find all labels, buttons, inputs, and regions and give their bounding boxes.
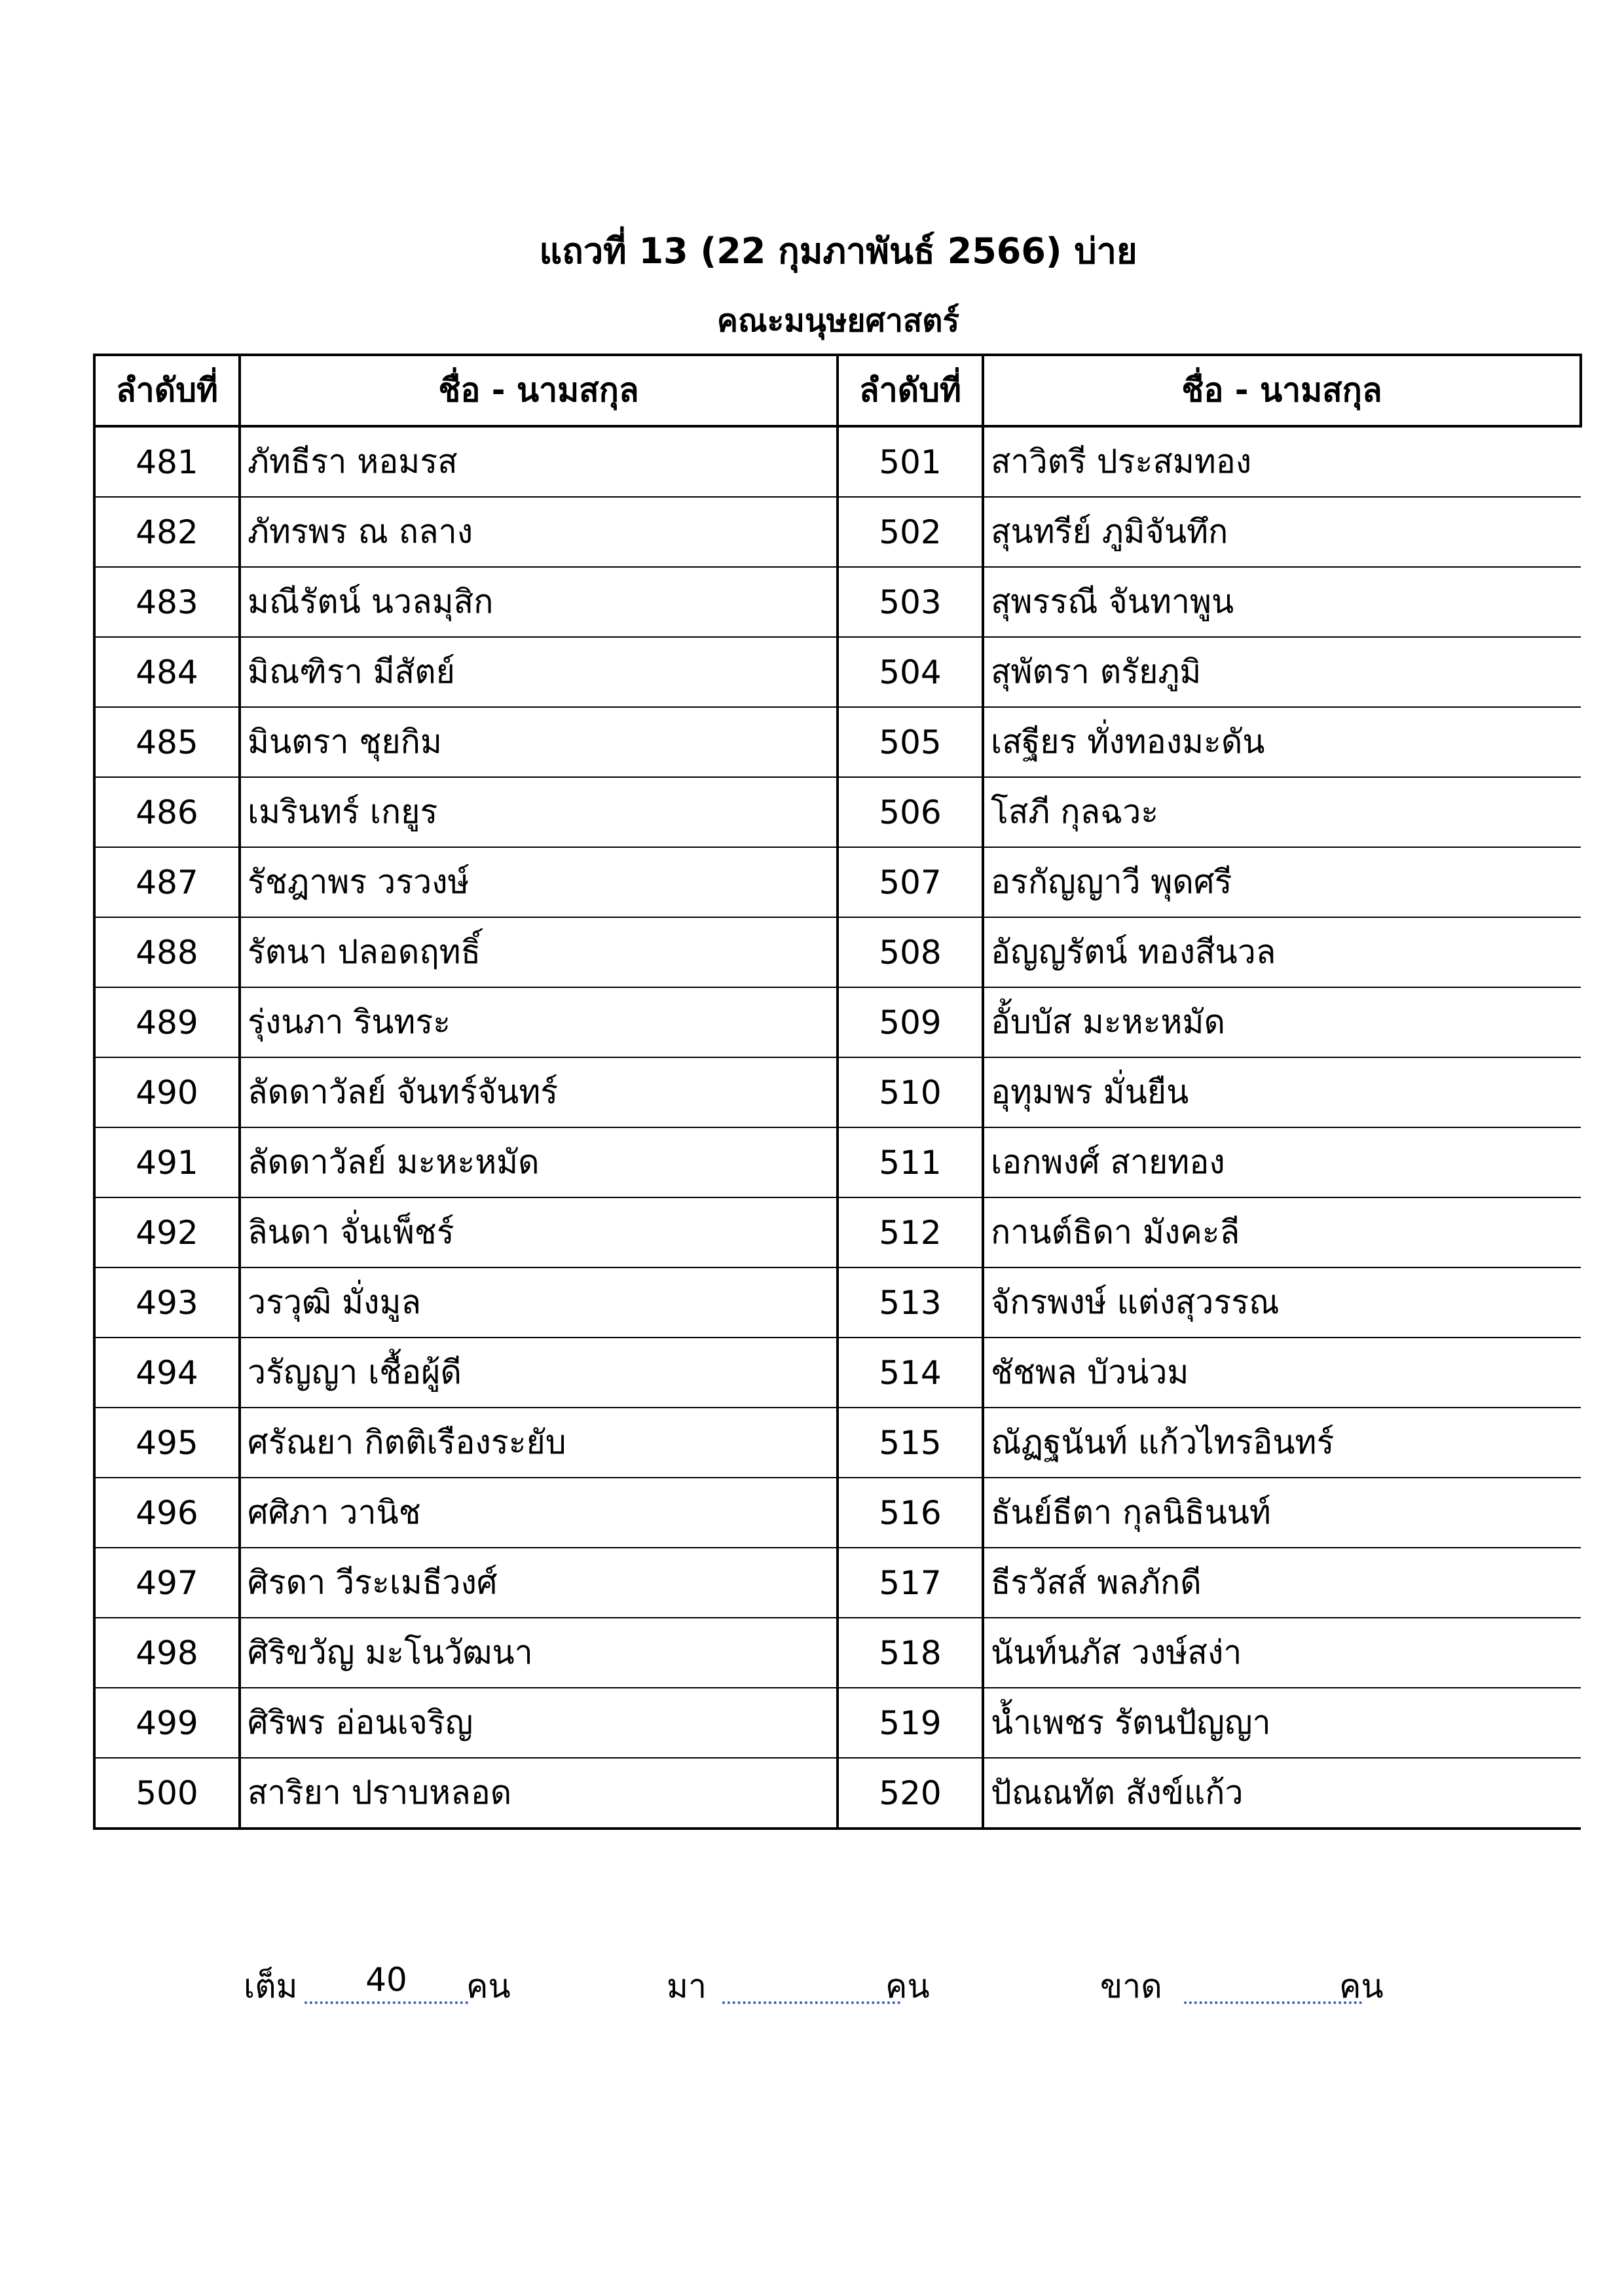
row-number-left: 496	[94, 1478, 240, 1548]
roster-table	[93, 354, 1582, 1830]
full-count: 40	[365, 1961, 407, 1999]
row-number-left: 482	[94, 497, 240, 567]
present-unit: คน	[885, 1967, 930, 2005]
row-name-left: รุ่งนภา รินทระ	[240, 987, 838, 1057]
row-number-right: 509	[838, 987, 983, 1057]
row-name-right: สุพรรณี จันทาพูน	[983, 567, 1581, 637]
header-number-right: ลำดับที่	[838, 355, 983, 426]
row-number-left: 490	[94, 1057, 240, 1127]
table-row	[94, 847, 1581, 917]
table-row	[94, 987, 1581, 1057]
row-number-right: 518	[838, 1618, 983, 1688]
row-number-left: 491	[94, 1127, 240, 1197]
row-name-right: ชัชพล บัวน่วม	[983, 1338, 1581, 1408]
row-number-left: 489	[94, 987, 240, 1057]
table-row	[94, 1338, 1581, 1408]
row-name-right: เอกพงศ์ สายทอง	[983, 1127, 1581, 1197]
row-name-left: วรวุฒิ มั่งมูล	[240, 1267, 838, 1338]
table-header-row	[94, 355, 1581, 426]
row-name-right: สาวิตรี ประสมทอง	[983, 426, 1581, 497]
row-number-right: 512	[838, 1197, 983, 1267]
row-number-left: 498	[94, 1618, 240, 1688]
row-name-left: ลัดดาวัลย์ จันทร์จันทร์	[240, 1057, 838, 1127]
table-row	[94, 567, 1581, 637]
row-name-right: อั้บบัส มะหะหมัด	[983, 987, 1581, 1057]
row-name-right: กานต์ธิดา มังคะลี	[983, 1197, 1581, 1267]
table-row	[94, 426, 1581, 497]
roster-body	[94, 426, 1581, 1829]
row-name-left: ภัทรพร ณ ถลาง	[240, 497, 838, 567]
row-name-left: ศิริขวัญ มะโนวัฒนา	[240, 1618, 838, 1688]
row-name-left: ศรัณยา กิตติเรืองระยับ	[240, 1408, 838, 1478]
present-count-field[interactable]	[722, 1961, 900, 2004]
full-label: เต็ม	[244, 1967, 298, 2005]
row-number-left: 500	[94, 1758, 240, 1829]
row-number-right: 517	[838, 1548, 983, 1618]
row-name-left: รัตนา ปลอดฤทธิ์	[240, 917, 838, 987]
row-number-right: 502	[838, 497, 983, 567]
row-name-right: น้ำเพชร รัตนปัญญา	[983, 1688, 1581, 1758]
row-name-left: ลินดา จั่นเพ็ชร์	[240, 1197, 838, 1267]
row-number-right: 511	[838, 1127, 983, 1197]
table-row	[94, 1548, 1581, 1618]
table-row	[94, 1758, 1581, 1829]
header-name-right: ชื่อ - นามสกุล	[983, 355, 1581, 426]
table-row	[94, 1478, 1581, 1548]
row-name-right: อรกัญญาวี พุดศรี	[983, 847, 1581, 917]
row-name-left: ลัดดาวัลย์ มะหะหมัด	[240, 1127, 838, 1197]
table-row	[94, 777, 1581, 847]
row-number-right: 507	[838, 847, 983, 917]
table-row	[94, 1618, 1581, 1688]
table-row	[94, 1267, 1581, 1338]
row-number-right: 519	[838, 1688, 983, 1758]
row-number-right: 510	[838, 1057, 983, 1127]
page-title: แถวที่ 13 (22 กุมภาพันธ์ 2566) บ่าย	[539, 230, 1137, 272]
faculty-subtitle: คณะมนุษยศาสตร์	[716, 302, 960, 339]
table-row	[94, 1688, 1581, 1758]
row-name-right: โสภี กุลฉวะ	[983, 777, 1581, 847]
present-label: มา	[667, 1967, 707, 2005]
row-number-left: 485	[94, 707, 240, 777]
row-name-right: ธีรวัสส์ พลภักดี	[983, 1548, 1581, 1618]
row-name-left: มิณฑิรา มีสัตย์	[240, 637, 838, 707]
attendance-summary	[0, 1961, 1624, 2013]
row-number-left: 499	[94, 1688, 240, 1758]
row-name-right: สุนทรีย์ ภูมิจันทึก	[983, 497, 1581, 567]
row-name-right: ปัณณทัต สังข์แก้ว	[983, 1758, 1581, 1829]
row-number-right: 520	[838, 1758, 983, 1829]
row-number-left: 492	[94, 1197, 240, 1267]
row-number-right: 508	[838, 917, 983, 987]
row-number-left: 493	[94, 1267, 240, 1338]
absent-count-field[interactable]	[1184, 1961, 1362, 2004]
full-count-field	[304, 1961, 468, 2004]
row-name-left: มณีรัตน์ นวลมุสิก	[240, 567, 838, 637]
row-number-right: 504	[838, 637, 983, 707]
row-number-left: 494	[94, 1338, 240, 1408]
header-number-left: ลำดับที่	[94, 355, 240, 426]
row-number-right: 501	[838, 426, 983, 497]
row-number-left: 487	[94, 847, 240, 917]
row-number-left: 484	[94, 637, 240, 707]
header-name-left: ชื่อ - นามสกุล	[240, 355, 838, 426]
row-number-left: 497	[94, 1548, 240, 1618]
row-number-right: 513	[838, 1267, 983, 1338]
row-number-right: 503	[838, 567, 983, 637]
row-number-left: 486	[94, 777, 240, 847]
table-row	[94, 1057, 1581, 1127]
table-row	[94, 1127, 1581, 1197]
row-name-left: รัชฎาพร วรวงษ์	[240, 847, 838, 917]
row-number-left: 495	[94, 1408, 240, 1478]
row-name-left: ศิริพร อ่อนเจริญ	[240, 1688, 838, 1758]
table-row	[94, 1408, 1581, 1478]
table-row	[94, 917, 1581, 987]
row-number-left: 483	[94, 567, 240, 637]
row-name-left: ศิรดา วีระเมธีวงศ์	[240, 1548, 838, 1618]
row-name-right: นันท์นภัส วงษ์สง่า	[983, 1618, 1581, 1688]
row-name-right: ณัฏฐนันท์ แก้วไทรอินทร์	[983, 1408, 1581, 1478]
table-row	[94, 1197, 1581, 1267]
row-name-left: ศศิภา วานิช	[240, 1478, 838, 1548]
table-row	[94, 707, 1581, 777]
row-number-right: 506	[838, 777, 983, 847]
row-name-left: สาริยา ปราบหลอด	[240, 1758, 838, 1829]
row-name-right: จักรพงษ์ แต่งสุวรรณ	[983, 1267, 1581, 1338]
absent-unit: คน	[1339, 1967, 1384, 2005]
row-name-left: วรัญญา เชื้อผู้ดี	[240, 1338, 838, 1408]
row-number-right: 505	[838, 707, 983, 777]
row-number-right: 515	[838, 1408, 983, 1478]
row-name-left: มินตรา ชุยกิม	[240, 707, 838, 777]
row-name-right: อัญญรัตน์ ทองสีนวล	[983, 917, 1581, 987]
row-number-left: 481	[94, 426, 240, 497]
row-name-right: อุทุมพร มั่นยืน	[983, 1057, 1581, 1127]
row-number-right: 514	[838, 1338, 983, 1408]
row-name-right: เสฐียร ทั่งทองมะดัน	[983, 707, 1581, 777]
absent-label: ขาด	[1100, 1967, 1162, 2005]
full-unit: คน	[466, 1967, 511, 2005]
row-number-left: 488	[94, 917, 240, 987]
row-number-right: 516	[838, 1478, 983, 1548]
table-row	[94, 637, 1581, 707]
row-name-right: สุพัตรา ตรัยภูมิ	[983, 637, 1581, 707]
table-row	[94, 497, 1581, 567]
row-name-left: เมรินทร์ เกยูร	[240, 777, 838, 847]
row-name-left: ภัทธีรา หอมรส	[240, 426, 838, 497]
row-name-right: ธันย์ธีตา กุลนิธินนท์	[983, 1478, 1581, 1548]
